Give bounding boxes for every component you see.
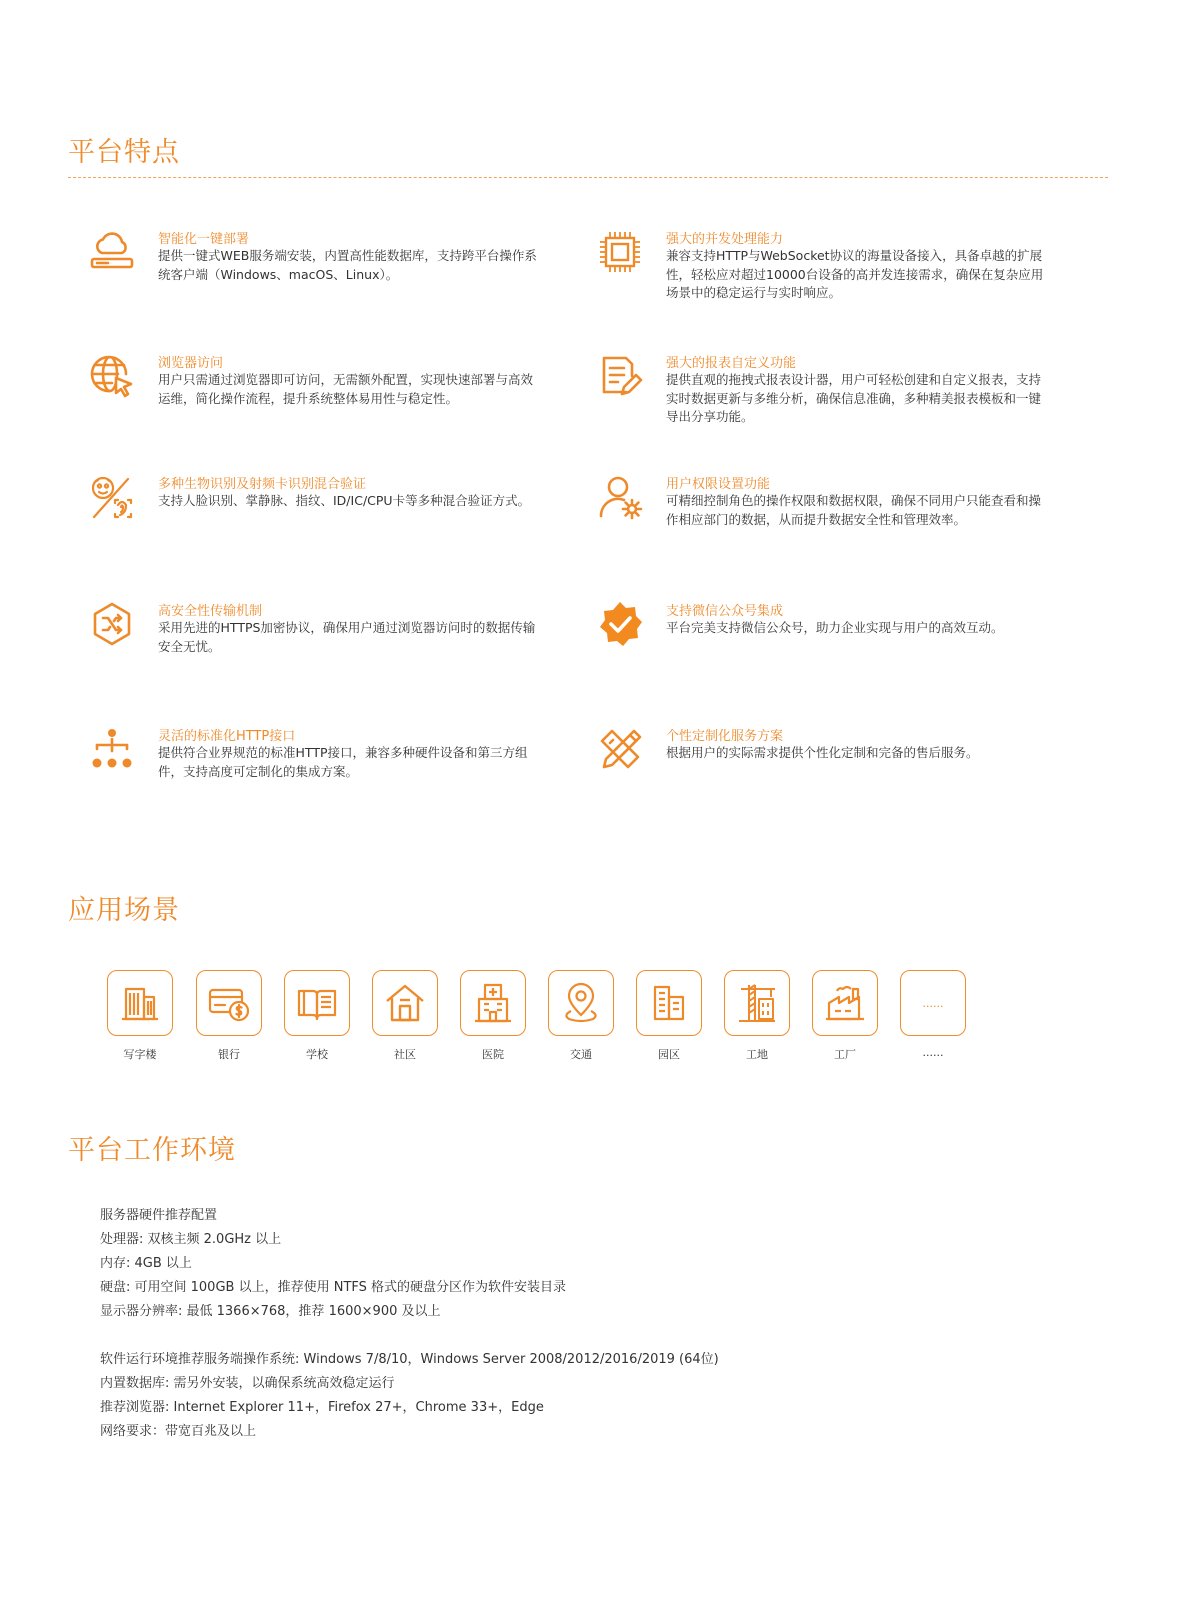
env-line: 网络要求：带宽百兆及以上 (100, 1424, 257, 1439)
more-box-text: ...... (922, 996, 944, 1010)
feature-desc: 兼容支持HTTP与WebSocket协议的海量设备接入，具备卓越的扩展性，轻松应对超过10000台设备的高并发连接需求，确保在复杂应用场景中的稳定运行与实时响应。 (666, 248, 1044, 300)
park-buildings-icon (636, 970, 702, 1036)
scene-item (812, 970, 880, 1062)
feature-title: 浏览器访问 (158, 356, 224, 371)
scene-label: 交通 (570, 1048, 592, 1061)
features-section-title: 平台特点 (68, 137, 180, 168)
feature-desc: 可精细控制角色的操作权限和数据权限，确保不同用户只能查看和操作相应部门的数据，从而提升数据安全性和管理效率。 (666, 493, 1042, 527)
report-edit-icon (596, 352, 644, 400)
scene-item (107, 970, 175, 1062)
location-pin-icon (548, 970, 614, 1036)
scene-item (372, 970, 440, 1062)
user-settings-icon (596, 473, 644, 521)
globe-cursor-icon (88, 352, 136, 400)
scene-item (636, 970, 704, 1062)
feature-desc: 支持人脸识别、掌静脉、指纹、ID/IC/CPU卡等多种混合验证方式。 (158, 493, 531, 508)
scene-item (900, 970, 968, 1059)
scene-item (460, 970, 528, 1062)
scene-label: 社区 (394, 1048, 416, 1061)
feature-title: 高安全性传输机制 (158, 604, 263, 619)
feature-title: 灵活的标准化HTTP接口 (158, 729, 296, 744)
feature-title: 支持微信公众号集成 (666, 604, 784, 619)
scene-item (724, 970, 792, 1062)
network-tree-icon (88, 725, 136, 773)
house-icon (372, 970, 438, 1036)
env-line: 处理器: 双核主频 2.0GHz 以上 (100, 1232, 282, 1247)
hospital-icon (460, 970, 526, 1036)
scene-label: 工地 (746, 1048, 768, 1061)
feature-desc: 根据用户的实际需求提供个性化定制和完备的售后服务。 (666, 745, 979, 760)
bank-card-icon (196, 970, 262, 1036)
feature-title: 用户权限设置功能 (666, 477, 771, 492)
scene-label: 学校 (306, 1048, 328, 1061)
feature-title: 强大的并发处理能力 (666, 232, 784, 247)
book-icon (284, 970, 350, 1036)
env-line: 显示器分辨率: 最低 1366×768，推荐 1600×900 及以上 (100, 1304, 441, 1319)
cpu-chip-icon (596, 228, 644, 276)
env-line: 硬盘: 可用空间 100GB 以上，推荐使用 NTFS 格式的硬盘分区作为软件安装目录 (100, 1280, 567, 1295)
feature-title: 强大的报表自定义功能 (666, 356, 797, 371)
more-icon (900, 970, 966, 1036)
feature-desc: 提供符合业界规范的标准HTTP接口，兼容多种硬件设备和第三方组件，支持高度可定制化的集成方案。 (158, 745, 528, 779)
pencil-ruler-icon (596, 725, 644, 773)
feature-title: 多种生物识别及射频卡识别混合验证 (158, 477, 367, 492)
factory-icon (812, 970, 878, 1036)
env-line: 内存: 4GB 以上 (100, 1256, 192, 1271)
feature-desc: 用户只需通过浏览器即可访问，无需额外配置，实现快速部署与高效运维，简化操作流程，提升系统整体易用性与稳定性。 (158, 372, 534, 406)
cloud-server-icon (88, 228, 136, 276)
scene-label: 园区 (658, 1048, 680, 1061)
scene-label: 工厂 (834, 1048, 856, 1061)
office-building-icon (107, 970, 173, 1036)
scene-label: ...... (922, 1046, 944, 1059)
verified-badge-icon (596, 600, 644, 648)
scene-label: 银行 (218, 1048, 240, 1061)
scene-item (548, 970, 616, 1062)
env-line: 推荐浏览器: Internet Explorer 11+，Firefox 27+，Chrome 33+，Edge (100, 1400, 544, 1415)
env-line: 软件运行环境推荐服务端操作系统: Windows 7/8/10，Windows Server 2008/2012/2016/2019 (64位) (100, 1352, 719, 1367)
env-line: 服务器硬件推荐配置 (100, 1208, 218, 1223)
feature-desc: 平台完美支持微信公众号，助力企业实现与用户的高效互动。 (666, 620, 1004, 635)
construction-crane-icon (724, 970, 790, 1036)
scene-label: 医院 (482, 1048, 504, 1061)
biometric-icon (88, 473, 136, 521)
env-section-title: 平台工作环境 (68, 1135, 236, 1166)
feature-desc: 采用先进的HTTPS加密协议，确保用户通过浏览器访问时的数据传输安全无忧。 (158, 620, 536, 654)
section-divider (68, 177, 1108, 178)
feature-title: 个性定制化服务方案 (666, 729, 784, 744)
scene-item (284, 970, 352, 1062)
feature-desc: 提供直观的拖拽式报表设计器，用户可轻松创建和自定义报表，支持实时数据更新与多维分析，确保信息准确，多种精美报表模板和一键导出分享功能。 (666, 372, 1042, 424)
secure-transfer-icon (88, 600, 136, 648)
scenes-section-title: 应用场景 (68, 895, 180, 926)
feature-title: 智能化一键部署 (158, 232, 250, 247)
feature-desc: 提供一键式WEB服务端安装，内置高性能数据库，支持跨平台操作系统客户端（Windows、macOS、Linux）。 (158, 248, 537, 282)
scene-label: 写字楼 (123, 1048, 157, 1061)
scene-item (196, 970, 264, 1062)
env-line: 内置数据库: 需另外安装，以确保系统高效稳定运行 (100, 1376, 395, 1391)
